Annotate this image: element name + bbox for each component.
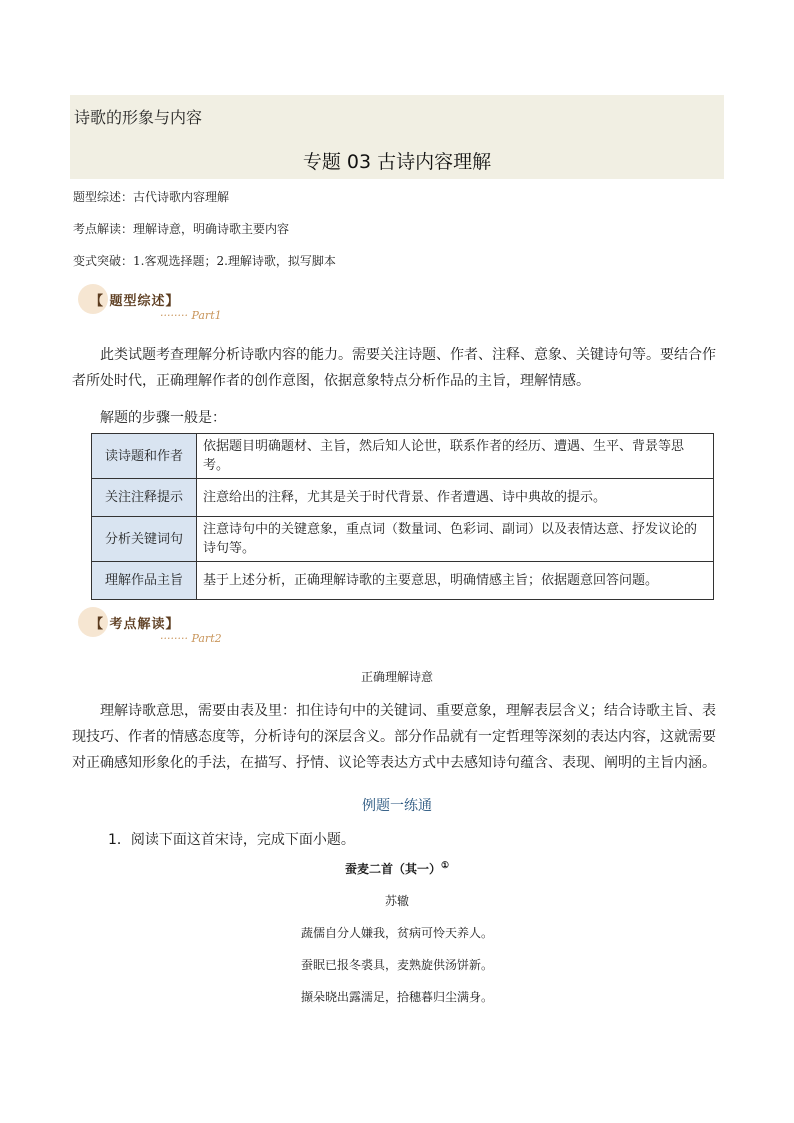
step-description: 注意诗句中的关键意象，重点词（数量词、色彩词、副词）以及表情达意、抒发议论的诗句等。 [197,517,714,562]
steps-intro: 解题的步骤一般是： [100,410,226,426]
step-description: 注意给出的注释，尤其是关于时代背景、作者遭遇、诗中典故的提示。 [197,479,714,517]
poem-title-line [70,860,724,877]
example-heading: 例题一练通 [362,798,432,814]
table-row [92,434,714,479]
step-name: 读诗题和作者 [92,434,197,479]
header-subtitle: 诗歌的形象与内容 [74,108,203,127]
meta-key: 考点解读： [73,222,134,236]
question-text: 1．阅读下面这首宋诗，完成下面小题。 [108,832,355,848]
step-name: 关注注释提示 [92,479,197,517]
table-row [92,479,714,517]
step-description: 基于上述分析，正确理解诗歌的主要意思，明确情感主旨；依据题意回答问题。 [197,562,714,600]
points-subheading: 正确理解诗意 [360,670,433,684]
meta-value: 1.客观选择题；2.理解诗歌，拟写脚本 [133,254,336,268]
section-heading-overview [78,284,298,334]
meta-key: 变式突破： [73,254,134,268]
footnote-mark: ① [440,861,450,871]
poet-name: 苏辙 [384,894,409,908]
section-label: 【 考点解读】 [90,617,180,632]
poem-line: 蔬儒自分人嫌我，贫病可怜天养人。 [300,926,493,940]
section-heading-points [78,607,298,657]
step-name: 分析关键词句 [92,517,197,562]
section-label: 【 题型综述】 [90,294,180,309]
meta-value: 理解诗意，明确诗歌主要内容 [133,222,290,236]
steps-table [91,433,714,600]
meta-line-variants [73,252,336,269]
table-row [92,562,714,600]
poem-line: 蚕眠已报冬裘具，麦熟旋供汤饼新。 [300,958,493,972]
meta-line-type [73,188,229,205]
section-part-tag: ········ Part1 [160,309,222,322]
table-row [92,517,714,562]
step-name: 理解作品主旨 [92,562,197,600]
page-title: 专题 03 古诗内容理解 [302,151,492,173]
poem-title: 蚕麦二首（其一） [344,862,441,876]
section-part-tag: ········ Part2 [160,632,222,645]
step-description: 依据题目明确题材、主旨，然后知人论世，联系作者的经历、遭遇、生平、背景等思考。 [197,434,714,479]
header-band [70,95,724,179]
meta-key: 题型综述： [73,190,134,204]
meta-value: 古代诗歌内容理解 [133,190,230,204]
poem-line: 撷朵晓出露濡足，拾穗暮归尘满身。 [300,990,493,1004]
overview-paragraph: 此类试题考查理解分析诗歌内容的能力。需要关注诗题、作者、注释、意象、关键诗句等。要结合作者所处时代，正确理解作者的创作意图，依据意象特点分析作品的主旨，理解情感。 [72,347,716,389]
points-paragraph: 理解诗歌意思，需要由表及里：扣住诗句中的关键词、重要意象，理解表层含义；结合诗歌主旨、表现技巧、作者的情感态度等，分析诗句的深层含义。部分作品就有一定哲理等深刻的表达内容，这就需要对正确感知形象化的手法，在描写、抒情、议论等表达方式中去感知诗句蕴含、表现、阐明的主旨内涵。 [72,703,716,771]
meta-line-points [73,220,289,237]
